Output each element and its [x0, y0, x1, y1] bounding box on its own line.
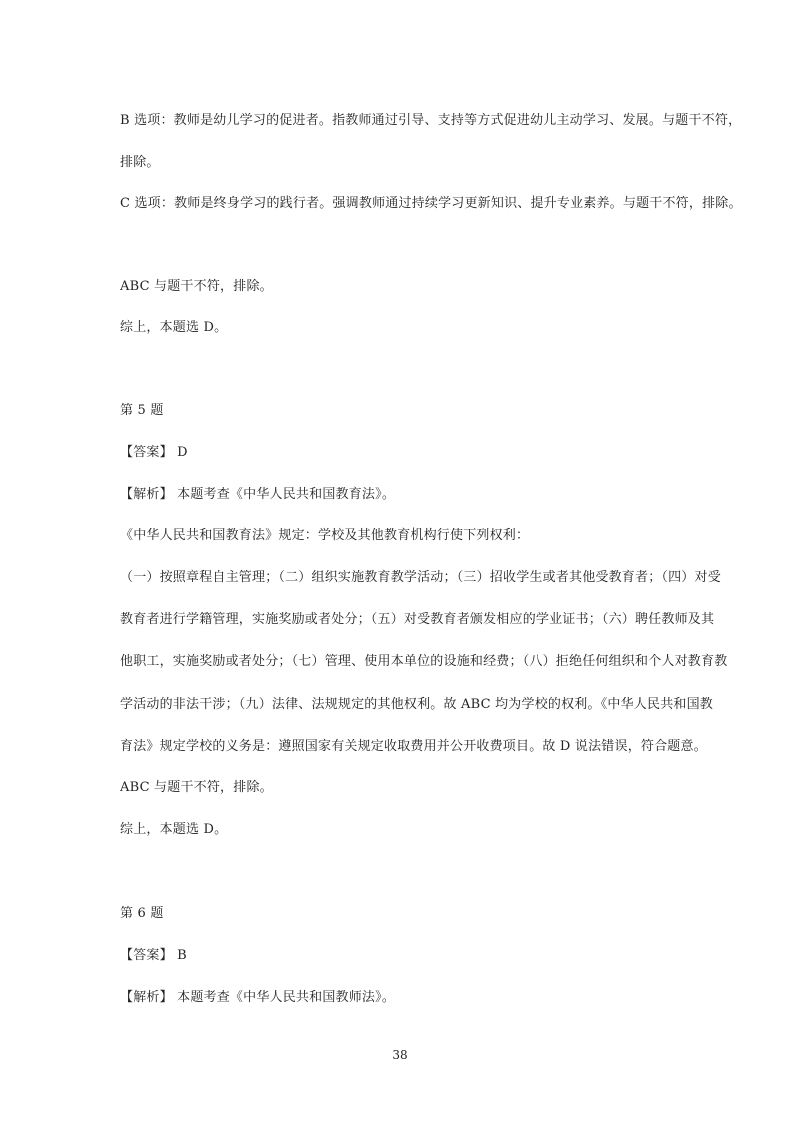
question-5-heading: 第 5 题 [120, 403, 164, 418]
education-law-rights-line-1: （一）按照章程自主管理；（二）组织实施教育教学活动；（三）招收学生或者其他受教育者；（四）对受 [120, 570, 721, 585]
question-6-heading: 第 6 题 [120, 906, 164, 921]
question-5-analysis: 【解析】 本题考查《中华人民共和国教育法》。 [120, 487, 396, 502]
abc-excluded-note-q5: ABC 与题干不符，排除。 [120, 780, 273, 795]
question-6-analysis: 【解析】 本题考查《中华人民共和国教师法》。 [120, 990, 396, 1005]
abc-excluded-note: ABC 与题干不符，排除。 [120, 279, 273, 294]
education-law-rights-line-5: 育法》规定学校的义务是：遵照国家有关规定收取费用并公开收费项目。故 D 说法错误，符合题意。 [120, 739, 707, 754]
option-c-explanation: C 选项：教师是终身学习的践行者。强调教师通过持续学习更新知识、提升专业素养。与题干不符，排除。 [120, 196, 742, 211]
page-number: 38 [392, 1048, 408, 1062]
option-b-explanation-line-2: 排除。 [120, 155, 160, 170]
question-6-answer: 【答案】 B [120, 948, 187, 963]
education-law-intro: 《中华人民共和国教育法》规定：学校及其他教育机构行使下列权利： [120, 528, 530, 543]
option-b-explanation-line-1: B 选项：教师是幼儿学习的促进者。指教师通过引导、支持等方式促进幼儿主动学习、发展。与题干不符， [120, 113, 742, 128]
conclusion-q5: 综上，本题选 D。 [120, 822, 228, 837]
question-5-answer: 【答案】 D [120, 445, 188, 460]
education-law-rights-line-2: 教育者进行学籍管理，实施奖励或者处分；（五）对受教育者颁发相应的学业证书；（六）聘任教师及其 [120, 612, 715, 627]
conclusion-q4: 综上，本题选 D。 [120, 320, 228, 335]
education-law-rights-line-4: 学活动的非法干涉；（九）法律、法规规定的其他权利。故 ABC 均为学校的权利。《中华人民共和国教 [120, 697, 713, 712]
education-law-rights-line-3: 他职工，实施奖励或者处分；（七）管理、使用本单位的设施和经费；（八）拒绝任何组织和个人对教育教 [120, 654, 728, 669]
